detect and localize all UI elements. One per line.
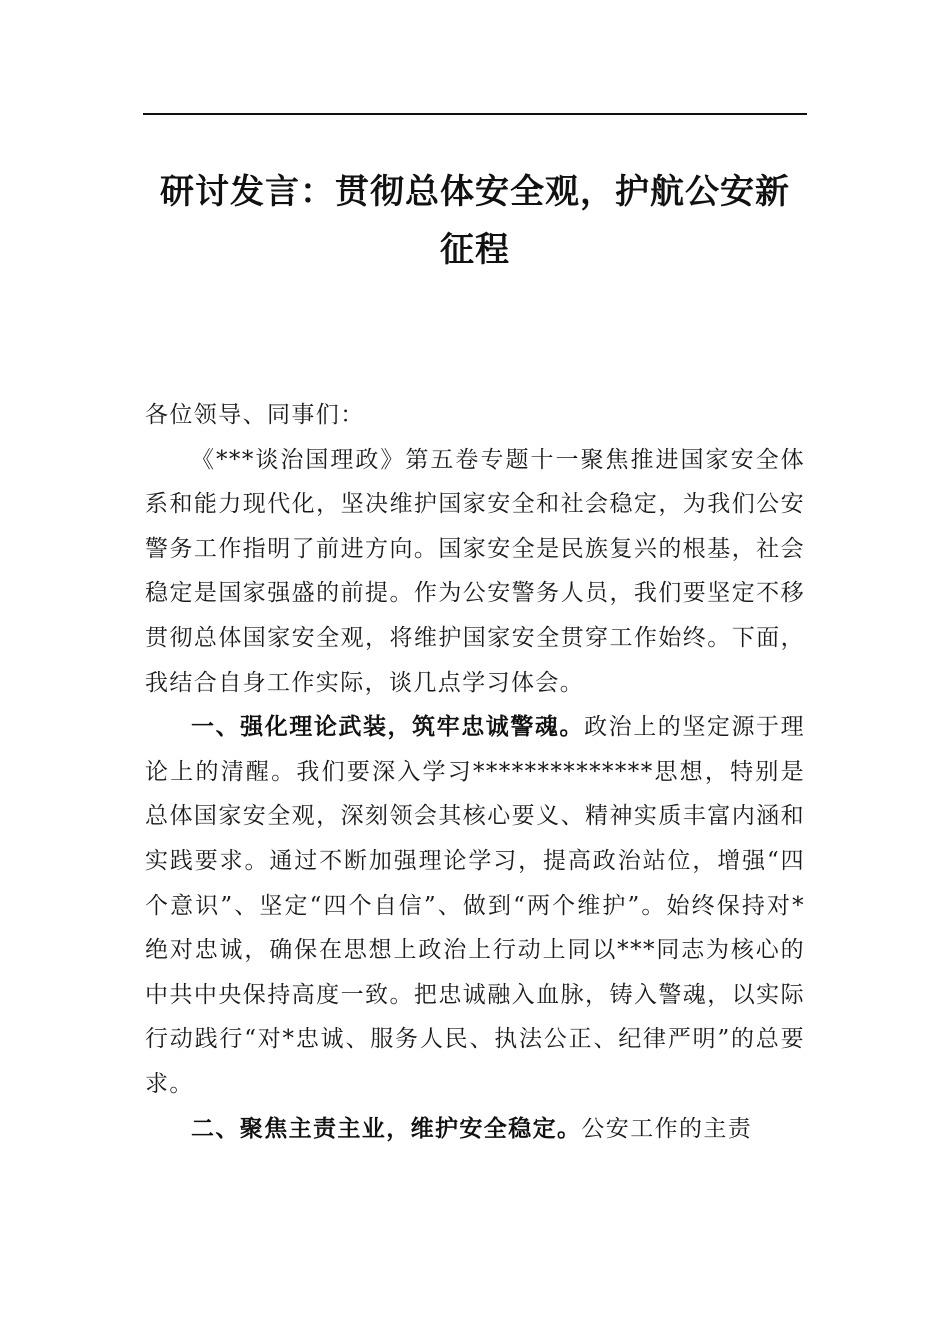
intro-paragraph: 《***谈治国理政》第五卷专题十一聚焦推进国家安全体系和能力现代化，坚决维护国家安全和社会稳定，为我们公安警务工作指明了前进方向。国家安全是民族复兴的根基，社会稳定是国家强盛的前提。作为公安警务人员，我们要坚定不移贯彻总体国家安全观，将维护国家安全贯穿工作始终。下面，我结合自身工作实际，谈几点学习体会。 [145,446,805,696]
document-body [145,393,805,1151]
header-rule [143,113,807,115]
section-2-heading: 二、聚焦主责主业，维护安全稳定。 [191,1115,582,1142]
document-title [143,163,807,279]
section-1-heading: 一、强化理论武装，筑牢忠诚警魂。 [191,714,585,741]
section-1-text: 政治上的坚定源于理论上的清醒。我们要深入学习**************思想，特别是总体国家安全观，深刻领会其核心要义、精神实质丰富内涵和实践要求。通过不断加强理论学习，提高政治站位，增强“四个意识”、坚定“四个自信”、做到“两个维护”。始终保持对*绝对忠诚，确保在思想上政治上行动上同以***同志为核心的中共中央保持高度一致。把忠诚融入血脉，铸入警魂，以实际行动践行“对*忠诚、服务人民、执法公正、纪律严明”的总要求。 [145,714,805,1097]
salutation: 各位领导、同事们： [145,402,365,428]
section-2-paragraph [145,1107,805,1152]
title-line-1: 研讨发言：贯彻总体安全观，护航公安新 [160,172,790,212]
section-2-text: 公安工作的主责 [581,1115,753,1142]
title-line-2: 征程 [440,230,510,270]
section-1-paragraph [145,705,805,1106]
